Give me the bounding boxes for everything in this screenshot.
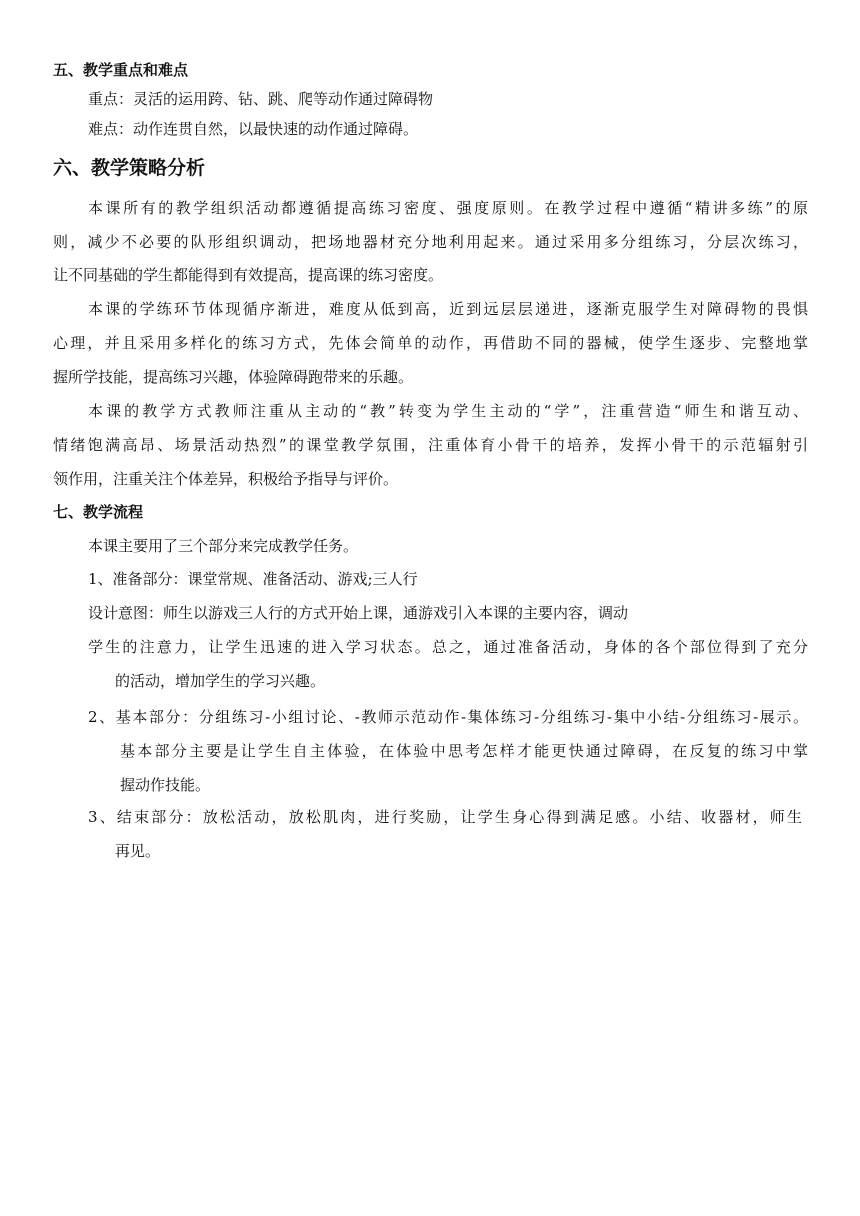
section-7-heading: 七、教学流程	[53, 503, 144, 521]
strategy-paragraph-2-line-3: 握所学技能，提高练习兴趣，体验障碍跑带来的乐趣。	[53, 368, 414, 386]
strategy-paragraph-1-line-2: 则，减少不必要的队形组织调动，把场地器材充分地利用起来。通过采用多分组练习，分层次练习，	[53, 233, 808, 251]
design-intent-line-1: 设计意图：师生以游戏三人行的方式开始上课，通游戏引入本课的主要内容，调动	[88, 604, 629, 622]
strategy-paragraph-3-line-1: 本课的教学方式教师注重从主动的“教”转变为学生主动的“学”，注重营造“师生和谐互动、	[88, 402, 808, 420]
flow-part-2-line-2: 基本部分主要是让学生自主体验，在体验中思考怎样才能更快通过障碍，在反复的练习中掌	[120, 742, 808, 760]
strategy-paragraph-1-line-3: 让不同基础的学生都能得到有效提高，提高课的练习密度。	[53, 266, 444, 284]
strategy-paragraph-3-line-2: 情绪饱满高昂、场景活动热烈”的课堂教学氛围，注重体育小骨干的培养，发挥小骨干的示范辐射引	[53, 436, 808, 454]
difficult-point-text: 难点：动作连贯自然，以最快速的动作通过障碍。	[88, 120, 419, 138]
section-5-heading: 五、教学重点和难点	[53, 61, 189, 79]
design-intent-line-2: 学生的注意力，让学生迅速的进入学习状态。总之，通过准备活动，身体的各个部位得到了充分	[88, 638, 808, 656]
flow-part-2-line-3: 握动作技能。	[120, 776, 211, 794]
design-intent-line-3: 的活动，增加学生的学习兴趣。	[115, 672, 326, 690]
strategy-paragraph-3-line-3: 领作用，注重关注个体差异，积极给予指导与评价。	[53, 470, 399, 488]
strategy-paragraph-2-line-2: 心理，并且采用多样化的练习方式，先体会简单的动作，再借助不同的器械，使学生逐步、完整地掌	[53, 334, 808, 352]
flow-part-2-line-1: 2、基本部分：分组练习-小组讨论、-教师示范动作-集体练习-分组练习-集中小结-分组练习-展示。	[88, 708, 808, 726]
key-point-text: 重点：灵活的运用跨、钻、跳、爬等动作通过障碍物	[88, 90, 434, 108]
flow-part-3-line-1: 3、结束部分：放松活动，放松肌肉，进行奖励，让学生身心得到满足感。小结、收器材，师生	[88, 808, 802, 826]
flow-part-1-text: 1、准备部分：课堂常规、准备活动、游戏;三人行	[88, 570, 418, 588]
section-6-heading: 六、教学策略分析	[53, 157, 206, 179]
strategy-paragraph-2-line-1: 本课的学练环节体现循序渐进，难度从低到高，近到远层层递进，逐渐克服学生对障碍物的畏惧	[88, 300, 808, 318]
flow-part-3-line-2: 再见。	[115, 842, 161, 860]
strategy-paragraph-1-line-1: 本课所有的教学组织活动都遵循提高练习密度、强度原则。在教学过程中遵循“精讲多练”的原	[88, 199, 808, 217]
flow-intro-text: 本课主要用了三个部分来完成教学任务。	[88, 537, 359, 555]
